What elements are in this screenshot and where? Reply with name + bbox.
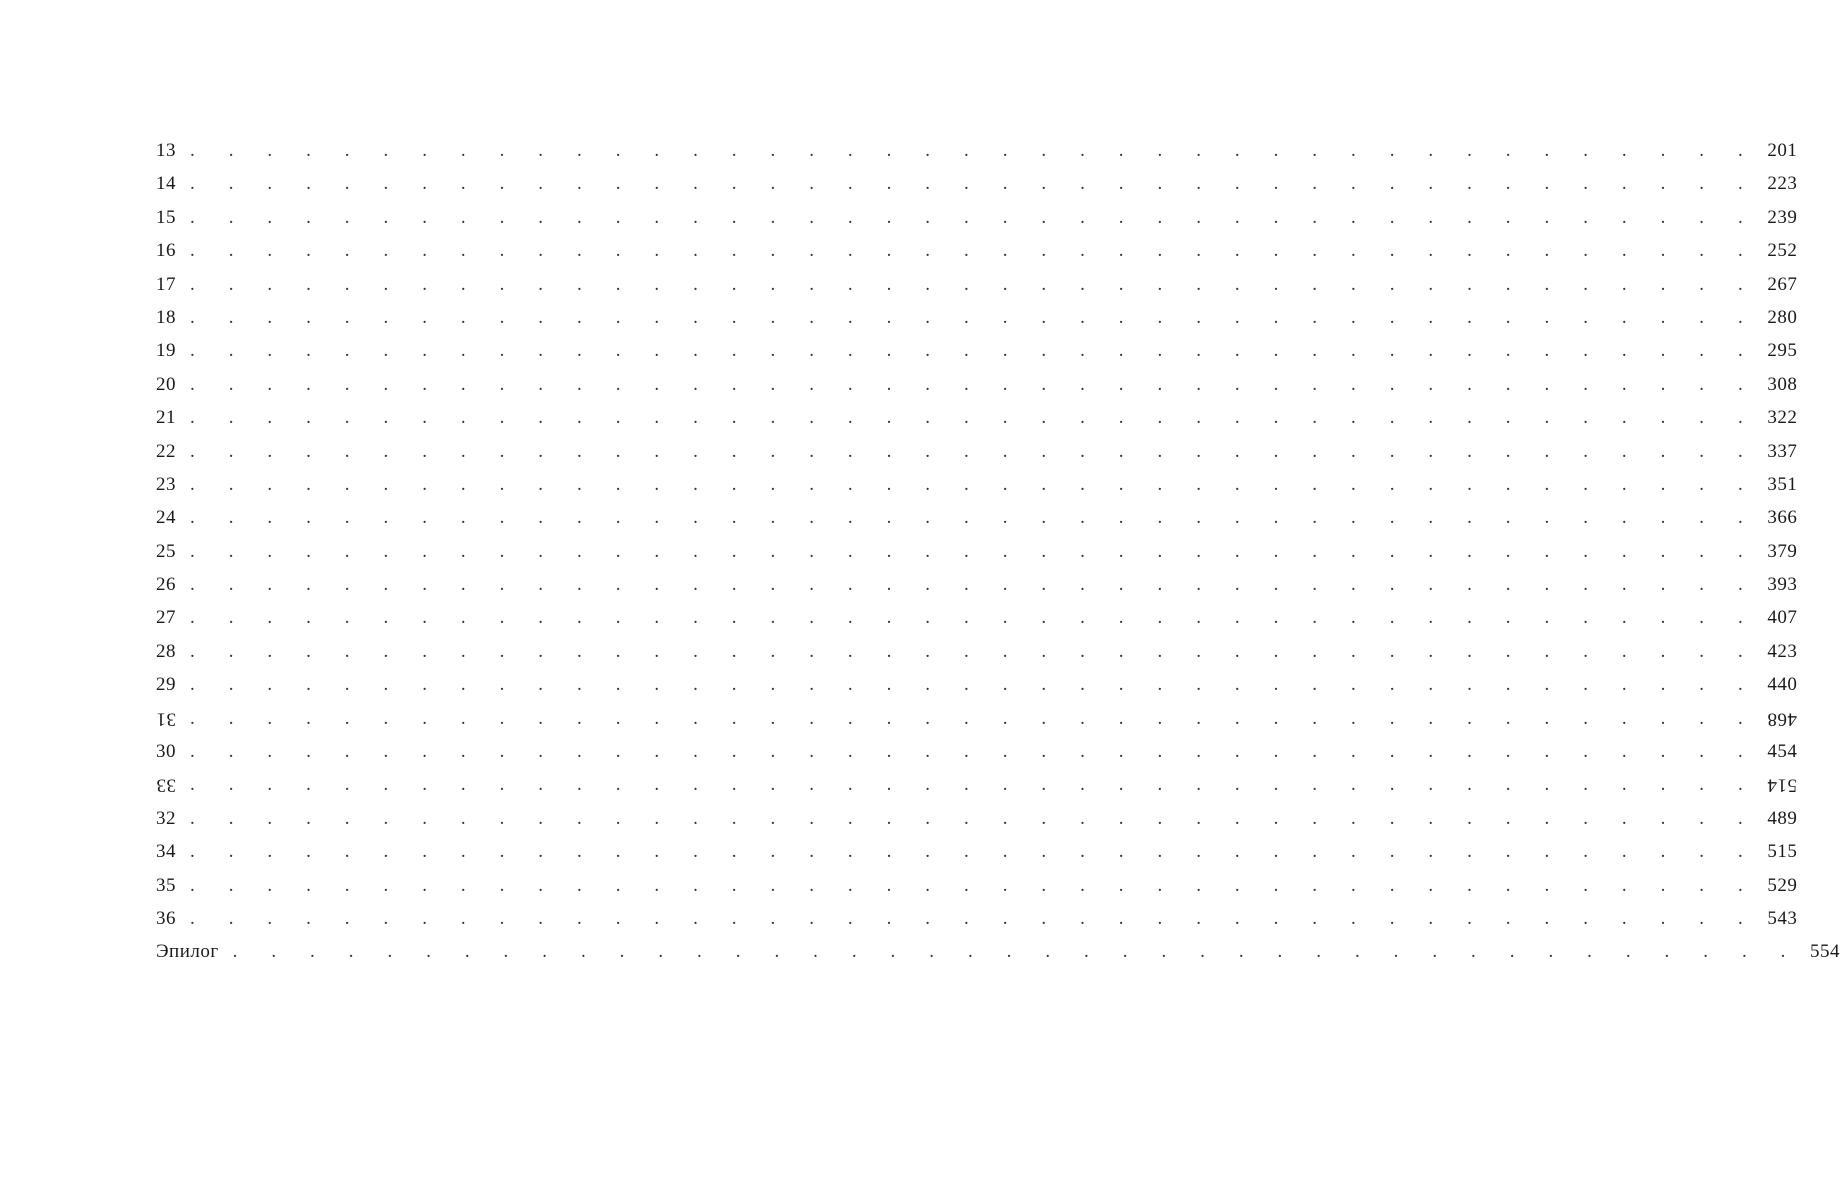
toc-entry-33-flipped [156, 768, 1798, 801]
page-number: 337 [1767, 440, 1798, 462]
toc-entry-17 [156, 268, 1798, 301]
page-number: 252 [1767, 240, 1798, 262]
page-number: 223 [1767, 173, 1798, 195]
dot-leader: . . . . . . . . . . . . . . . . . . . . . . . . . . . . . . . . . . . . . . . . . [190, 440, 1758, 462]
chapter-number: 32 [156, 807, 176, 829]
page-number: 423 [1767, 640, 1798, 662]
chapter-number: 34 [156, 841, 176, 863]
chapter-number: 14 [156, 173, 176, 195]
chapter-number: 18 [156, 306, 176, 328]
page-number: 201 [1767, 140, 1798, 161]
toc-entry-29 [156, 668, 1798, 701]
page-number: 267 [1767, 273, 1798, 295]
dot-leader: . . . . . . . . . . . . . . . . . . . . . . . . . . . . . . . . . . . . . . . . . [232, 941, 1801, 963]
page-number: 379 [1767, 540, 1798, 562]
dot-leader: . . . . . . . . . . . . . . . . . . . . . . . . . . . . . . . . . . . . . . . . . [190, 206, 1758, 228]
chapter-number: 36 [156, 907, 176, 929]
chapter-number: 26 [156, 574, 176, 596]
page-number: 515 [1767, 841, 1798, 863]
toc-entry-32 [156, 802, 1798, 835]
toc-entry-20 [156, 368, 1798, 401]
page-number: 514 [1767, 774, 1798, 796]
dot-leader: . . . . . . . . . . . . . . . . . . . . . . . . . . . . . . . . . . . . . . . . . [190, 674, 1758, 696]
chapter-number: 21 [156, 407, 176, 429]
dot-leader: . . . . . . . . . . . . . . . . . . . . . . . . . . . . . . . . . . . . . . . . . [190, 340, 1758, 362]
dot-leader: . . . . . . . . . . . . . . . . . . . . . . . . . . . . . . . . . . . . . . . . . [190, 473, 1758, 495]
toc-entry-34 [156, 835, 1798, 868]
page-number: 393 [1767, 574, 1798, 596]
toc-entry-epilogue [156, 935, 1840, 968]
page-number: 280 [1767, 306, 1798, 328]
dot-leader: . . . . . . . . . . . . . . . . . . . . . . . . . . . . . . . . . . . . . . . . . [190, 173, 1758, 195]
chapter-number: 30 [156, 741, 176, 763]
chapter-number: 24 [156, 507, 176, 529]
chapter-number: 25 [156, 540, 176, 562]
chapter-number: 31 [156, 708, 176, 730]
toc-entry-23 [156, 468, 1798, 501]
dot-leader: . . . . . . . . . . . . . . . . . . . . . . . . . . . . . . . . . . . . . . . . . [190, 640, 1758, 662]
page-number: 529 [1767, 874, 1798, 896]
toc-entry-19 [156, 334, 1798, 367]
page-number: 351 [1767, 473, 1798, 495]
dot-leader: . . . . . . . . . . . . . . . . . . . . . . . . . . . . . . . . . . . . . . . . . [190, 707, 1758, 729]
dot-leader: . . . . . . . . . . . . . . . . . . . . . . . . . . . . . . . . . . . . . . . . . [190, 273, 1758, 295]
dot-leader: . . . . . . . . . . . . . . . . . . . . . . . . . . . . . . . . . . . . . . . . . [190, 907, 1758, 929]
chapter-title: Эпилог [156, 941, 219, 963]
dot-leader: . . . . . . . . . . . . . . . . . . . . . . . . . . . . . . . . . . . . . . . . . [190, 741, 1758, 763]
page-number: 554 [1810, 941, 1840, 963]
chapter-number: 22 [156, 440, 176, 462]
page-number: 489 [1767, 807, 1798, 829]
page-number: 295 [1767, 340, 1798, 362]
dot-leader: . . . . . . . . . . . . . . . . . . . . . . . . . . . . . . . . . . . . . . . . . [190, 240, 1758, 262]
toc-entry-28 [156, 635, 1798, 668]
dot-leader: . . . . . . . . . . . . . . . . . . . . . . . . . . . . . . . . . . . . . . . . . [190, 306, 1758, 328]
toc-entry-16 [156, 234, 1798, 267]
chapter-number: 16 [156, 240, 176, 262]
toc-entry-36 [156, 902, 1798, 935]
chapter-number: 33 [156, 774, 176, 796]
toc-entry-22 [156, 435, 1798, 468]
page-number: 308 [1767, 373, 1798, 395]
chapter-number: 28 [156, 640, 176, 662]
dot-leader: . . . . . . . . . . . . . . . . . . . . . . . . . . . . . . . . . . . . . . . . . [190, 774, 1758, 796]
chapter-number: 13 [156, 140, 176, 161]
page-number: 454 [1767, 741, 1798, 763]
toc-entry-15 [156, 201, 1798, 234]
toc-entry-24 [156, 501, 1798, 534]
dot-leader: . . . . . . . . . . . . . . . . . . . . . . . . . . . . . . . . . . . . . . . . . [190, 540, 1758, 562]
chapter-number: 19 [156, 340, 176, 362]
dot-leader: . . . . . . . . . . . . . . . . . . . . . . . . . . . . . . . . . . . . . . . . . [190, 807, 1758, 829]
dot-leader: . . . . . . . . . . . . . . . . . . . . . . . . . . . . . . . . . . . . . . . . . [190, 507, 1758, 529]
toc-entry-26 [156, 568, 1798, 601]
toc-entry-27 [156, 601, 1798, 634]
page-number: 543 [1767, 907, 1798, 929]
dot-leader: . . . . . . . . . . . . . . . . . . . . . . . . . . . . . . . . . . . . . . . . . [190, 574, 1758, 596]
chapter-number: 15 [156, 206, 176, 228]
chapter-number: 35 [156, 874, 176, 896]
table-of-contents [156, 134, 1840, 969]
chapter-number: 23 [156, 473, 176, 495]
chapter-number: 29 [156, 674, 176, 696]
page-number: 468 [1767, 708, 1798, 730]
dot-leader: . . . . . . . . . . . . . . . . . . . . . . . . . . . . . . . . . . . . . . . . . [190, 373, 1758, 395]
toc-entry-13 [156, 134, 1798, 167]
dot-leader: . . . . . . . . . . . . . . . . . . . . . . . . . . . . . . . . . . . . . . . . . [190, 607, 1758, 629]
dot-leader: . . . . . . . . . . . . . . . . . . . . . . . . . . . . . . . . . . . . . . . . . [190, 874, 1758, 896]
chapter-number: 17 [156, 273, 176, 295]
page-number: 239 [1767, 206, 1798, 228]
page-number: 407 [1767, 607, 1798, 629]
toc-entry-31-flipped [156, 702, 1798, 735]
page-number: 440 [1767, 674, 1798, 696]
page-number: 322 [1767, 407, 1798, 429]
toc-entry-25 [156, 535, 1798, 568]
chapter-number: 20 [156, 373, 176, 395]
toc-entry-21 [156, 401, 1798, 434]
toc-entry-30 [156, 735, 1798, 768]
toc-entry-35 [156, 869, 1798, 902]
page-number: 366 [1767, 507, 1798, 529]
dot-leader: . . . . . . . . . . . . . . . . . . . . . . . . . . . . . . . . . . . . . . . . . [190, 841, 1758, 863]
dot-leader: . . . . . . . . . . . . . . . . . . . . . . . . . . . . . . . . . . . . . . . . . [190, 407, 1758, 429]
toc-entry-18 [156, 301, 1798, 334]
toc-entry-14 [156, 167, 1798, 200]
chapter-number: 27 [156, 607, 176, 629]
dot-leader: . . . . . . . . . . . . . . . . . . . . . . . . . . . . . . . . . . . . . . . . . [190, 140, 1758, 161]
